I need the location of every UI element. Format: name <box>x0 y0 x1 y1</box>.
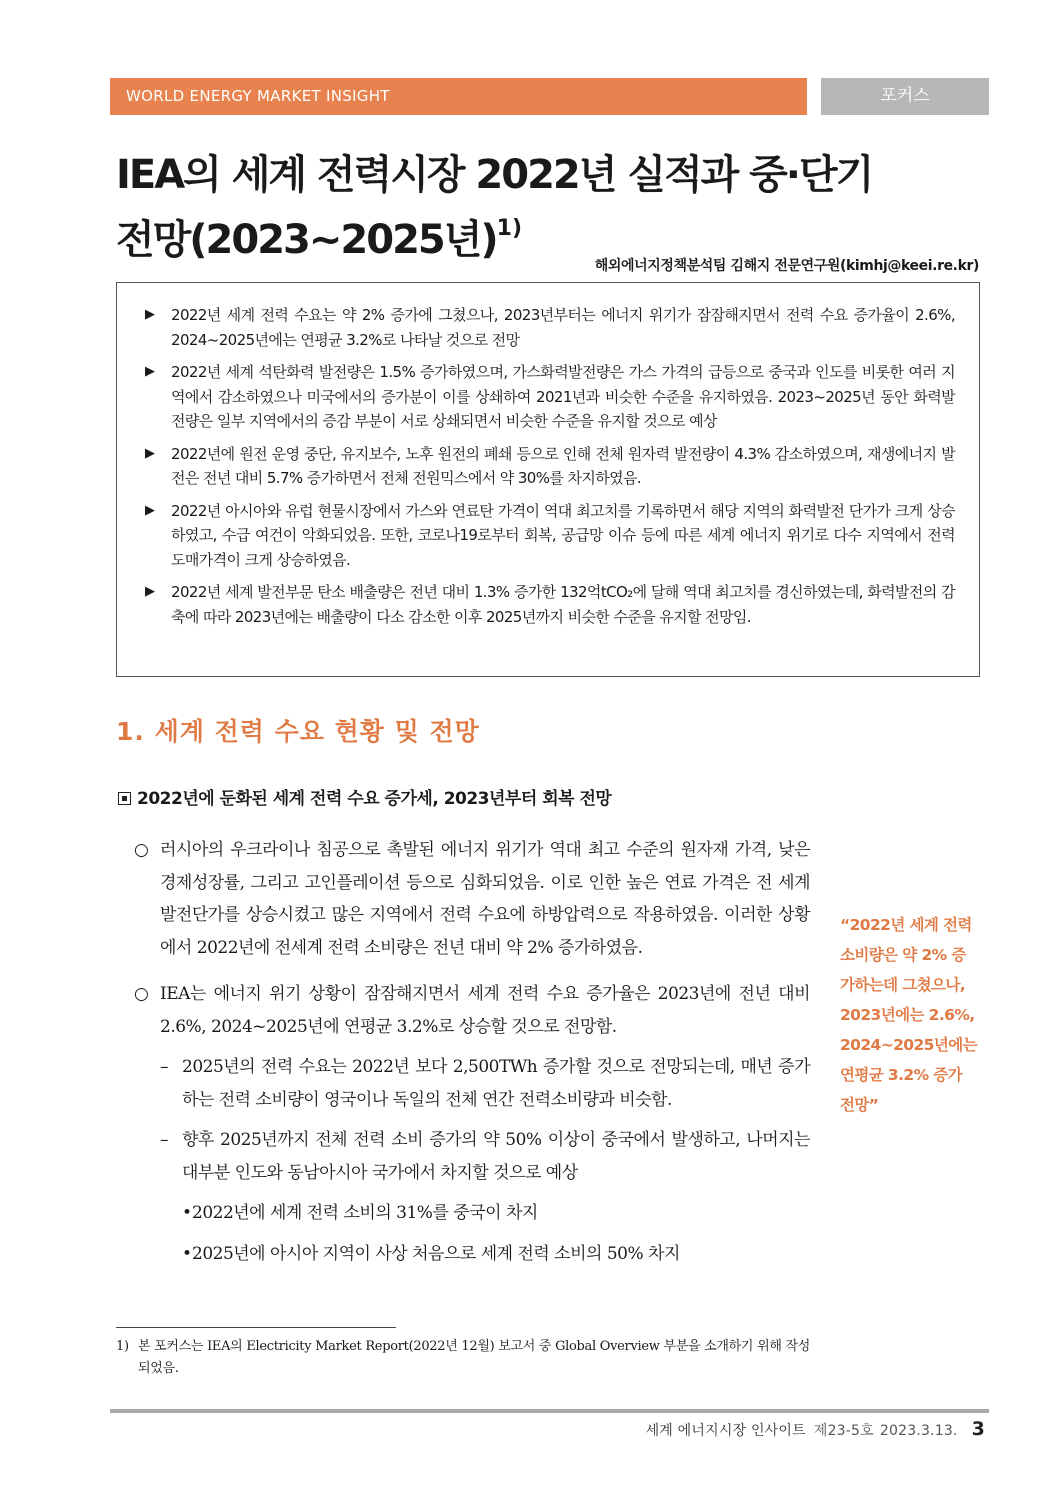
title-footnote-ref: 1) <box>496 216 523 241</box>
triangle-bullet-icon: ▶ <box>145 364 155 379</box>
title-line-1: IEA의 세계 전력시장 2022년 실적과 중·단기 <box>116 152 873 198</box>
section-title: 1. 세계 전력 수요 현황 및 전망 <box>116 717 480 746</box>
dot-text: 2022년에 세계 전력 소비의 31%를 중국이 차지 <box>192 1203 538 1223</box>
footnote-divider <box>116 1327 396 1328</box>
body-paragraph <box>134 978 810 1043</box>
triangle-bullet-icon: ▶ <box>145 307 155 322</box>
summary-text: 2022년 세계 전력 수요는 약 2% 증가에 그쳤으나, 2023년부터는 에너지 위기가 잠잠해지면서 전력 수요 증가율이 2.6%, 2024~2025년에는 연평균 3.2%로 나타날 것으로 전망 <box>171 306 955 349</box>
triangle-bullet-icon: ▶ <box>145 584 155 599</box>
header-category-tag <box>821 78 989 115</box>
dot-item <box>134 1197 810 1230</box>
summary-text: 2022년에 원전 운영 중단, 유지보수, 노후 원전의 폐쇄 등으로 인해 전체 원자력 발전량이 4.3% 감소하였으며, 재생에너지 발전은 전년 대비 5.7% 증가하면서 전체 전원믹스에서 약 30%를 차지하였음. <box>171 444 955 487</box>
summary-item <box>145 360 955 434</box>
circle-bullet-icon: ○ <box>134 984 149 1004</box>
circle-bullet-icon: ○ <box>134 840 149 860</box>
dot-item <box>134 1238 810 1271</box>
footer-publication: 세계 에너지시장 인사이트 <box>645 1423 806 1439</box>
paragraph-text: IEA는 에너지 위기 상황이 잠잠해지면서 세계 전력 수요 증가율은 2023년에 전년 대비 2.6%, 2024~2025년에 연평균 3.2%로 상승할 것으로 전망함. <box>160 984 810 1037</box>
header-series-bar <box>110 78 807 115</box>
summary-item <box>145 442 955 491</box>
summary-item <box>145 303 955 352</box>
page-title <box>116 148 976 267</box>
dot-bullet: • <box>182 1203 192 1223</box>
square-bullet-icon <box>118 792 131 805</box>
dash-text: 향후 2025년까지 전체 전력 소비 증가의 약 50% 이상이 중국에서 발생하고, 나머지는 대부분 인도와 동남아시아 국가에서 차지할 것으로 예상 <box>182 1130 810 1183</box>
triangle-bullet-icon: ▶ <box>145 445 155 461</box>
summary-item <box>145 499 955 573</box>
footer-date: 2023.3.13. <box>879 1423 958 1439</box>
summary-text: 2022년 세계 석탄화력 발전량은 1.5% 증가하였으며, 가스화력발전량은 가스 가격의 급등으로 중국과 인도를 비롯한 여러 지역에서 감소하였으나 미국에서의 증가분이 이를 상쇄하여 2021년과 비슷한 수준을 유지하였음. 2023~2025년 동안 화력발전량은 일부 지역에서의 증감 부분이 서로 상쇄되면서 비슷한 수준을 유지할 것으로 예상 <box>171 363 955 430</box>
author-line: 해외에너지정책분석팀 김해지 전문연구원(kimhj@keei.re.kr) <box>594 258 979 274</box>
dash-item <box>134 1051 810 1116</box>
footnote-number: 1) <box>116 1339 129 1354</box>
footnote-text: 본 포커스는 IEA의 Electricity Market Report(2022년 12월) 보고서 중 Global Overview 부분을 소개하기 위해 작성되었음. <box>138 1339 810 1376</box>
summary-box <box>116 282 980 677</box>
summary-item <box>145 580 955 629</box>
dot-text: 2025년에 아시아 지역이 사상 처음으로 세계 전력 소비의 50% 차지 <box>192 1243 680 1264</box>
dot-bullet: • <box>182 1243 192 1264</box>
subheading-text: 2022년에 둔화된 세계 전력 수요 증가세, 2023년부터 회복 전망 <box>137 789 612 809</box>
subheading <box>118 784 611 809</box>
triangle-bullet-icon: ▶ <box>145 502 155 518</box>
dash-text: 2025년의 전력 수요는 2022년 보다 2,500TWh 증가할 것으로 전망되는데, 매년 증가하는 전력 소비량이 영국이나 독일의 전체 연간 전력소비량과 비슷함. <box>182 1057 810 1110</box>
footer-divider <box>110 1409 989 1413</box>
header-category-text: 포커스 <box>880 86 930 106</box>
dash-item <box>134 1124 810 1189</box>
body-paragraph <box>134 834 810 964</box>
pull-quote: “2022년 세계 전력 소비량은 약 2% 증가하는데 그쳤으나, 2023년에는 2.6%, 2024~2025년에는 연평균 3.2% 증가 전망” <box>840 916 977 1114</box>
title-line-2: 전망(2023~2025년) <box>116 217 497 263</box>
summary-text: 2022년 아시아와 유럽 현물시장에서 가스와 연료탄 가격이 역대 최고치를 기록하면서 해당 지역의 화력발전 단가가 크게 상승하였고, 수급 여건이 악화되었음. 또한, 코로나19로부터 회복, 공급망 이슈 등에 따른 세계 에너지 위기로 다수 지역에서 전력 도매가격이 크게 상승하였음. <box>171 501 955 569</box>
paragraph-text: 러시아의 우크라이나 침공으로 촉발된 에너지 위기가 역대 최고 수준의 원자재 가격, 낮은 경제성장률, 그리고 고인플레이션 등으로 심화되었음. 이로 인한 높은 연료 가격은 전 세계 발전단가를 상승시켰고 많은 지역에서 전력 수요에 하방압력으로 작용하였음. 이러한 상황에서 2022년에 전세계 전력 소비량은 전년 대비 약 2% 증가하였음. <box>160 840 810 958</box>
summary-text: 2022년 세계 발전부문 탄소 배출량은 전년 대비 1.3% 증가한 132억tCO₂에 달해 역대 최고치를 경신하였는데, 화력발전의 감축에 따라 2023년에는 배출량이 다소 감소한 이후 2025년까지 비슷한 수준을 유지할 전망임. <box>171 583 955 626</box>
body-text <box>134 834 810 1270</box>
footnote <box>116 1336 810 1380</box>
dash-bullet: – <box>160 1130 168 1150</box>
page-number: 3 <box>971 1418 985 1440</box>
page-footer <box>646 1418 985 1440</box>
header-series-text: WORLD ENERGY MARKET INSIGHT <box>126 87 390 105</box>
footer-issue: 제23-5호 <box>813 1423 874 1439</box>
dash-bullet: – <box>160 1057 168 1077</box>
